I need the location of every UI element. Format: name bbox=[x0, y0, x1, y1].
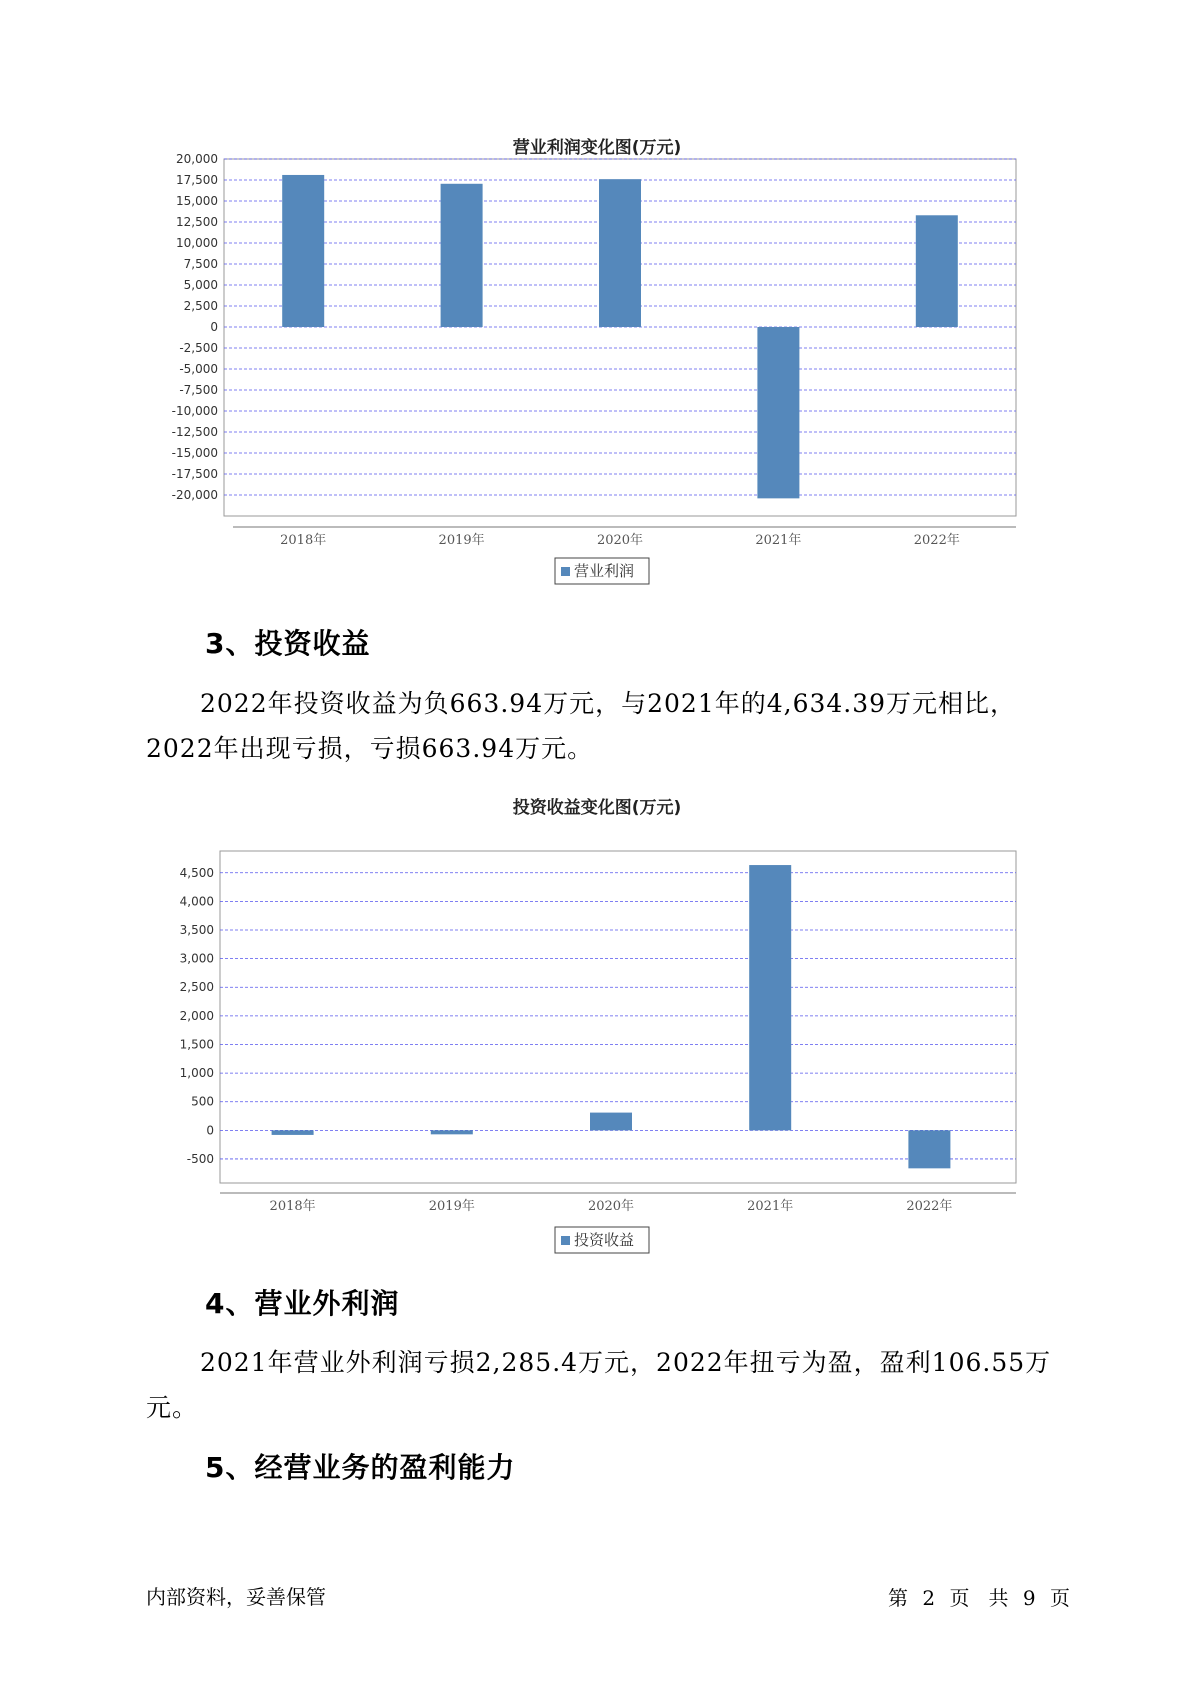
y-tick-label: -2,500 bbox=[179, 341, 218, 355]
bar bbox=[282, 175, 324, 327]
y-tick-label: 7,500 bbox=[183, 257, 218, 271]
section-4-heading: 4、营业外利润 bbox=[205, 1287, 400, 1320]
investment-income-chart-svg bbox=[0, 790, 1191, 1260]
bar bbox=[441, 184, 483, 327]
chart-title: 营业利润变化图(万元) bbox=[512, 138, 682, 158]
bar bbox=[757, 327, 799, 498]
y-tick-label: -500 bbox=[186, 1151, 214, 1166]
y-tick-label: 1,000 bbox=[179, 1066, 214, 1081]
plot-area bbox=[220, 851, 1016, 1183]
y-tick-label: 12,500 bbox=[176, 215, 218, 229]
investment-income-chart bbox=[0, 790, 1191, 1260]
y-tick-label: 0 bbox=[206, 1123, 214, 1138]
chart-title: 投资收益变化图(万元) bbox=[512, 798, 682, 818]
footer-confidential-note: 内部资料，妥善保管 bbox=[146, 1585, 326, 1609]
section-5-heading: 5、经营业务的盈利能力 bbox=[205, 1451, 516, 1484]
y-tick-label: 10,000 bbox=[176, 236, 218, 250]
y-tick-label: 5,000 bbox=[183, 278, 218, 292]
legend bbox=[555, 1227, 649, 1253]
legend-swatch bbox=[561, 567, 570, 576]
y-tick-label: 4,000 bbox=[179, 894, 214, 909]
page-total: 9 bbox=[1022, 1586, 1036, 1610]
y-tick-label: 2,500 bbox=[179, 980, 214, 995]
x-tick-label: 2020年 bbox=[587, 1199, 635, 1214]
y-tick-label: 17,500 bbox=[176, 173, 218, 187]
x-tick-label: 2019年 bbox=[428, 1199, 475, 1214]
x-tick-label: 2021年 bbox=[747, 1199, 794, 1214]
y-tick-label: -20,000 bbox=[171, 488, 218, 502]
x-tick-label: 2018年 bbox=[280, 533, 327, 548]
y-tick-label: 500 bbox=[191, 1094, 214, 1109]
y-tick-label: -5,000 bbox=[179, 362, 218, 376]
section-3-heading: 3、投资收益 bbox=[205, 627, 371, 660]
legend-label: 投资收益 bbox=[574, 1231, 635, 1249]
x-tick-label: 2019年 bbox=[438, 533, 485, 548]
y-tick-label: 1,500 bbox=[179, 1037, 214, 1052]
bar bbox=[599, 179, 641, 327]
y-tick-label: -10,000 bbox=[171, 404, 218, 418]
y-tick-label: 2,000 bbox=[179, 1008, 214, 1023]
x-tick-label: 2020年 bbox=[596, 533, 644, 548]
y-tick-label: 4,500 bbox=[179, 865, 214, 880]
page-mid: 页 共 bbox=[949, 1586, 1009, 1610]
x-tick-label: 2018年 bbox=[269, 1199, 316, 1214]
operating-profit-chart-svg bbox=[0, 120, 1191, 600]
section-3-text: 2022年投资收益为负663.94万元，与2021年的4,634.39万元相比，2022年出现亏损，亏损663.94万元。 bbox=[146, 689, 1017, 763]
y-tick-label: 3,000 bbox=[179, 951, 214, 966]
legend-label: 营业利润 bbox=[574, 562, 635, 580]
x-tick-label: 2022年 bbox=[906, 1199, 953, 1214]
bar bbox=[431, 1130, 473, 1134]
y-tick-label: 20,000 bbox=[176, 152, 218, 166]
bar bbox=[272, 1130, 314, 1135]
bar bbox=[749, 865, 791, 1130]
y-tick-label: -17,500 bbox=[171, 467, 218, 481]
y-tick-label: -15,000 bbox=[171, 446, 218, 460]
page-prefix: 第 bbox=[888, 1586, 908, 1610]
y-tick-label: 2,500 bbox=[183, 299, 218, 313]
operating-profit-chart bbox=[0, 120, 1191, 600]
page-suffix: 页 bbox=[1049, 1586, 1070, 1610]
section-4-text: 2021年营业外利润亏损2,285.4万元，2022年扭亏为盈，盈利106.55万元。 bbox=[146, 1348, 1052, 1422]
y-tick-label: 15,000 bbox=[176, 194, 218, 208]
x-tick-label: 2022年 bbox=[913, 533, 960, 548]
bar bbox=[916, 215, 958, 327]
y-tick-label: -7,500 bbox=[179, 383, 218, 397]
legend bbox=[555, 558, 649, 584]
x-tick-label: 2021年 bbox=[755, 533, 802, 548]
bar bbox=[908, 1130, 950, 1168]
bar bbox=[590, 1113, 632, 1131]
y-tick-label: 3,500 bbox=[179, 922, 214, 937]
y-tick-label: -12,500 bbox=[171, 425, 218, 439]
page-current: 2 bbox=[922, 1586, 936, 1610]
y-tick-label: 0 bbox=[210, 320, 218, 334]
legend-swatch bbox=[561, 1236, 570, 1245]
footer-page-number bbox=[888, 1582, 1070, 1611]
